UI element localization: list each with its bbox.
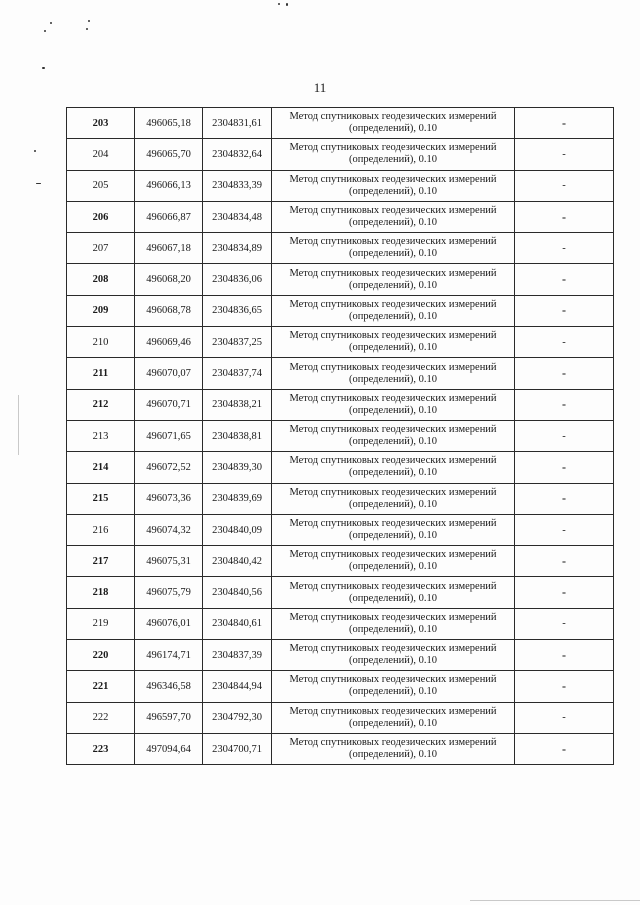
table-row [67,358,614,389]
y-coordinate-cell: 2304834,89 [203,233,272,264]
scan-speck [50,22,52,24]
table-row [67,671,614,702]
method-accuracy-line: (определений), 0.10 [348,123,438,135]
x-coordinate-cell: 496074,32 [135,514,203,545]
method-line: Метод спутниковых геодезических измерений [289,330,497,342]
value-cell: - [515,358,614,389]
method-cell [272,233,515,264]
method-line: Метод спутниковых геодезических измерений [289,173,497,185]
method-line: Метод спутниковых геодезических измерений [289,392,497,404]
point-number-cell: 208 [67,264,135,295]
x-coordinate-cell: 496072,52 [135,452,203,483]
method-accuracy-line: (определений), 0.10 [348,686,438,698]
method-accuracy-line: (определений), 0.10 [348,310,438,322]
method-line: Метод спутниковых геодезических измерений [289,518,497,529]
method-cell [272,702,515,733]
point-number-cell: 222 [67,702,135,733]
method-cell [272,295,515,326]
scan-speck [278,3,280,5]
value-cell: - [515,733,614,764]
value-cell: - [515,170,614,201]
y-coordinate-cell: 2304838,21 [203,389,272,420]
scan-speck [286,3,288,6]
x-coordinate-cell: 496346,58 [135,671,203,702]
method-cell [272,420,515,451]
method-cell [272,264,515,295]
value-cell: - [515,514,614,545]
method-line: Метод спутниковых геодезических измерений [289,643,497,655]
method-line: Метод спутниковых геодезических измерений [289,298,497,310]
y-coordinate-cell: 2304844,94 [203,671,272,702]
method-accuracy-line: (определений), 0.10 [348,154,438,166]
table-row [67,295,614,326]
table-row [67,389,614,420]
x-coordinate-cell: 496065,70 [135,139,203,170]
y-coordinate-cell: 2304839,69 [203,483,272,514]
y-coordinate-cell: 2304840,56 [203,577,272,608]
page-number: 11 [313,80,327,95]
scan-speck [88,20,90,22]
x-coordinate-cell: 496065,18 [135,108,203,139]
method-accuracy-line: (определений), 0.10 [348,530,438,541]
x-coordinate-cell: 497094,64 [135,733,203,764]
scan-speck [36,183,41,184]
method-accuracy-line: (определений), 0.10 [348,248,438,260]
table-row [67,577,614,608]
point-number-cell: 223 [67,733,135,764]
y-coordinate-cell: 2304832,64 [203,139,272,170]
method-line: Метод спутниковых геодезических измерений [289,737,497,749]
value-cell: - [515,139,614,170]
method-cell [272,733,515,764]
y-coordinate-cell: 2304840,09 [203,514,272,545]
x-coordinate-cell: 496597,70 [135,702,203,733]
table-row [67,201,614,232]
value-cell: - [515,201,614,232]
x-coordinate-cell: 496073,36 [135,483,203,514]
point-number-cell: 221 [67,671,135,702]
method-cell [272,577,515,608]
method-accuracy-line: (определений), 0.10 [348,498,438,510]
y-coordinate-cell: 2304839,30 [203,452,272,483]
method-line: Метод спутниковых геодезических измерений [289,455,497,467]
method-line: Метод спутниковых геодезических измерений [289,361,497,373]
method-cell [272,546,515,577]
method-line: Метод спутниковых геодезических измерений [289,267,497,279]
point-number-cell: 213 [67,420,135,451]
method-cell [272,389,515,420]
point-number-cell: 216 [67,514,135,545]
y-coordinate-cell: 2304700,71 [203,733,272,764]
point-number-cell: 204 [67,139,135,170]
coordinates-table-body [67,108,614,765]
point-number-cell: 219 [67,608,135,639]
method-line: Метод спутниковых геодезических измерений [289,142,497,154]
method-accuracy-line: (определений), 0.10 [348,592,438,604]
point-number-cell: 205 [67,170,135,201]
table-row [67,514,614,545]
method-cell [272,201,515,232]
table-row [67,170,614,201]
point-number-cell: 209 [67,295,135,326]
table-row [67,546,614,577]
method-cell [272,640,515,671]
method-line: Метод спутниковых геодезических измерений [289,580,497,592]
table-row [67,733,614,764]
method-line: Метод спутниковых геодезических измерений [289,705,497,717]
y-coordinate-cell: 2304837,25 [203,327,272,358]
method-accuracy-line: (определений), 0.10 [348,623,438,635]
method-accuracy-line: (определений), 0.10 [348,217,438,229]
value-cell: - [515,483,614,514]
method-line: Метод спутниковых геодезических измерений [289,205,497,217]
method-cell [272,514,515,545]
method-cell [272,483,515,514]
value-cell: - [515,389,614,420]
method-cell [272,139,515,170]
value-cell: - [515,546,614,577]
coordinates-table [66,107,614,765]
scan-speck [44,30,46,32]
table-row [67,483,614,514]
table-row [67,420,614,451]
method-accuracy-line: (определений), 0.10 [348,373,438,385]
table-row [67,108,614,139]
x-coordinate-cell: 496066,13 [135,170,203,201]
value-cell: - [515,640,614,671]
value-cell: - [515,295,614,326]
x-coordinate-cell: 496069,46 [135,327,203,358]
method-line: Метод спутниковых геодезических измерений [289,674,497,686]
method-accuracy-line: (определений), 0.10 [348,467,438,479]
value-cell: - [515,420,614,451]
value-cell: - [515,452,614,483]
method-accuracy-line: (определений), 0.10 [348,655,438,667]
scan-speck [42,67,45,69]
scan-margin-line [18,395,19,455]
y-coordinate-cell: 2304831,61 [203,108,272,139]
value-cell: - [515,577,614,608]
method-accuracy-line: (определений), 0.10 [348,749,438,761]
x-coordinate-cell: 496076,01 [135,608,203,639]
method-accuracy-line: (определений), 0.10 [348,717,438,729]
method-cell [272,452,515,483]
point-number-cell: 220 [67,640,135,671]
method-accuracy-line: (определений), 0.10 [348,342,438,354]
point-number-cell: 207 [67,233,135,264]
method-accuracy-line: (определений), 0.10 [348,279,438,291]
y-coordinate-cell: 2304840,61 [203,608,272,639]
x-coordinate-cell: 496071,65 [135,420,203,451]
table-row [67,452,614,483]
point-number-cell: 206 [67,201,135,232]
scan-bottom-line [470,900,640,901]
method-accuracy-line: (определений), 0.10 [348,561,438,573]
table-row [67,702,614,733]
value-cell: - [515,327,614,358]
y-coordinate-cell: 2304837,39 [203,640,272,671]
point-number-cell: 203 [67,108,135,139]
method-accuracy-line: (определений), 0.10 [348,436,438,448]
scan-speck [86,28,88,30]
value-cell: - [515,264,614,295]
y-coordinate-cell: 2304838,81 [203,420,272,451]
method-line: Метод спутниковых геодезических измерений [289,236,497,248]
point-number-cell: 212 [67,389,135,420]
y-coordinate-cell: 2304837,74 [203,358,272,389]
x-coordinate-cell: 496068,78 [135,295,203,326]
method-accuracy-line: (определений), 0.10 [348,185,438,197]
x-coordinate-cell: 496174,71 [135,640,203,671]
point-number-cell: 211 [67,358,135,389]
method-cell [272,358,515,389]
value-cell: - [515,671,614,702]
x-coordinate-cell: 496067,18 [135,233,203,264]
method-cell [272,108,515,139]
value-cell: - [515,608,614,639]
method-line: Метод спутниковых геодезических измерений [289,549,497,561]
method-cell [272,671,515,702]
scan-speck [34,150,36,152]
point-number-cell: 218 [67,577,135,608]
method-cell [272,608,515,639]
method-cell [272,327,515,358]
y-coordinate-cell: 2304792,30 [203,702,272,733]
table-row [67,608,614,639]
method-accuracy-line: (определений), 0.10 [348,404,438,416]
method-line: Метод спутниковых геодезических измерений [289,424,497,436]
x-coordinate-cell: 496075,31 [135,546,203,577]
x-coordinate-cell: 496070,07 [135,358,203,389]
point-number-cell: 214 [67,452,135,483]
x-coordinate-cell: 496066,87 [135,201,203,232]
y-coordinate-cell: 2304833,39 [203,170,272,201]
x-coordinate-cell: 496070,71 [135,389,203,420]
method-line: Метод спутниковых геодезических измерений [289,611,497,623]
value-cell: - [515,108,614,139]
method-line: Метод спутниковых геодезических измерений [289,486,497,498]
y-coordinate-cell: 2304834,48 [203,201,272,232]
table-row [67,264,614,295]
point-number-cell: 210 [67,327,135,358]
table-row [67,640,614,671]
x-coordinate-cell: 496075,79 [135,577,203,608]
point-number-cell: 215 [67,483,135,514]
table-row [67,327,614,358]
table-row [67,139,614,170]
y-coordinate-cell: 2304840,42 [203,546,272,577]
x-coordinate-cell: 496068,20 [135,264,203,295]
value-cell: - [515,233,614,264]
value-cell: - [515,702,614,733]
y-coordinate-cell: 2304836,65 [203,295,272,326]
table-row [67,233,614,264]
y-coordinate-cell: 2304836,06 [203,264,272,295]
point-number-cell: 217 [67,546,135,577]
method-line: Метод спутниковых геодезических измерений [289,111,497,123]
method-cell [272,170,515,201]
